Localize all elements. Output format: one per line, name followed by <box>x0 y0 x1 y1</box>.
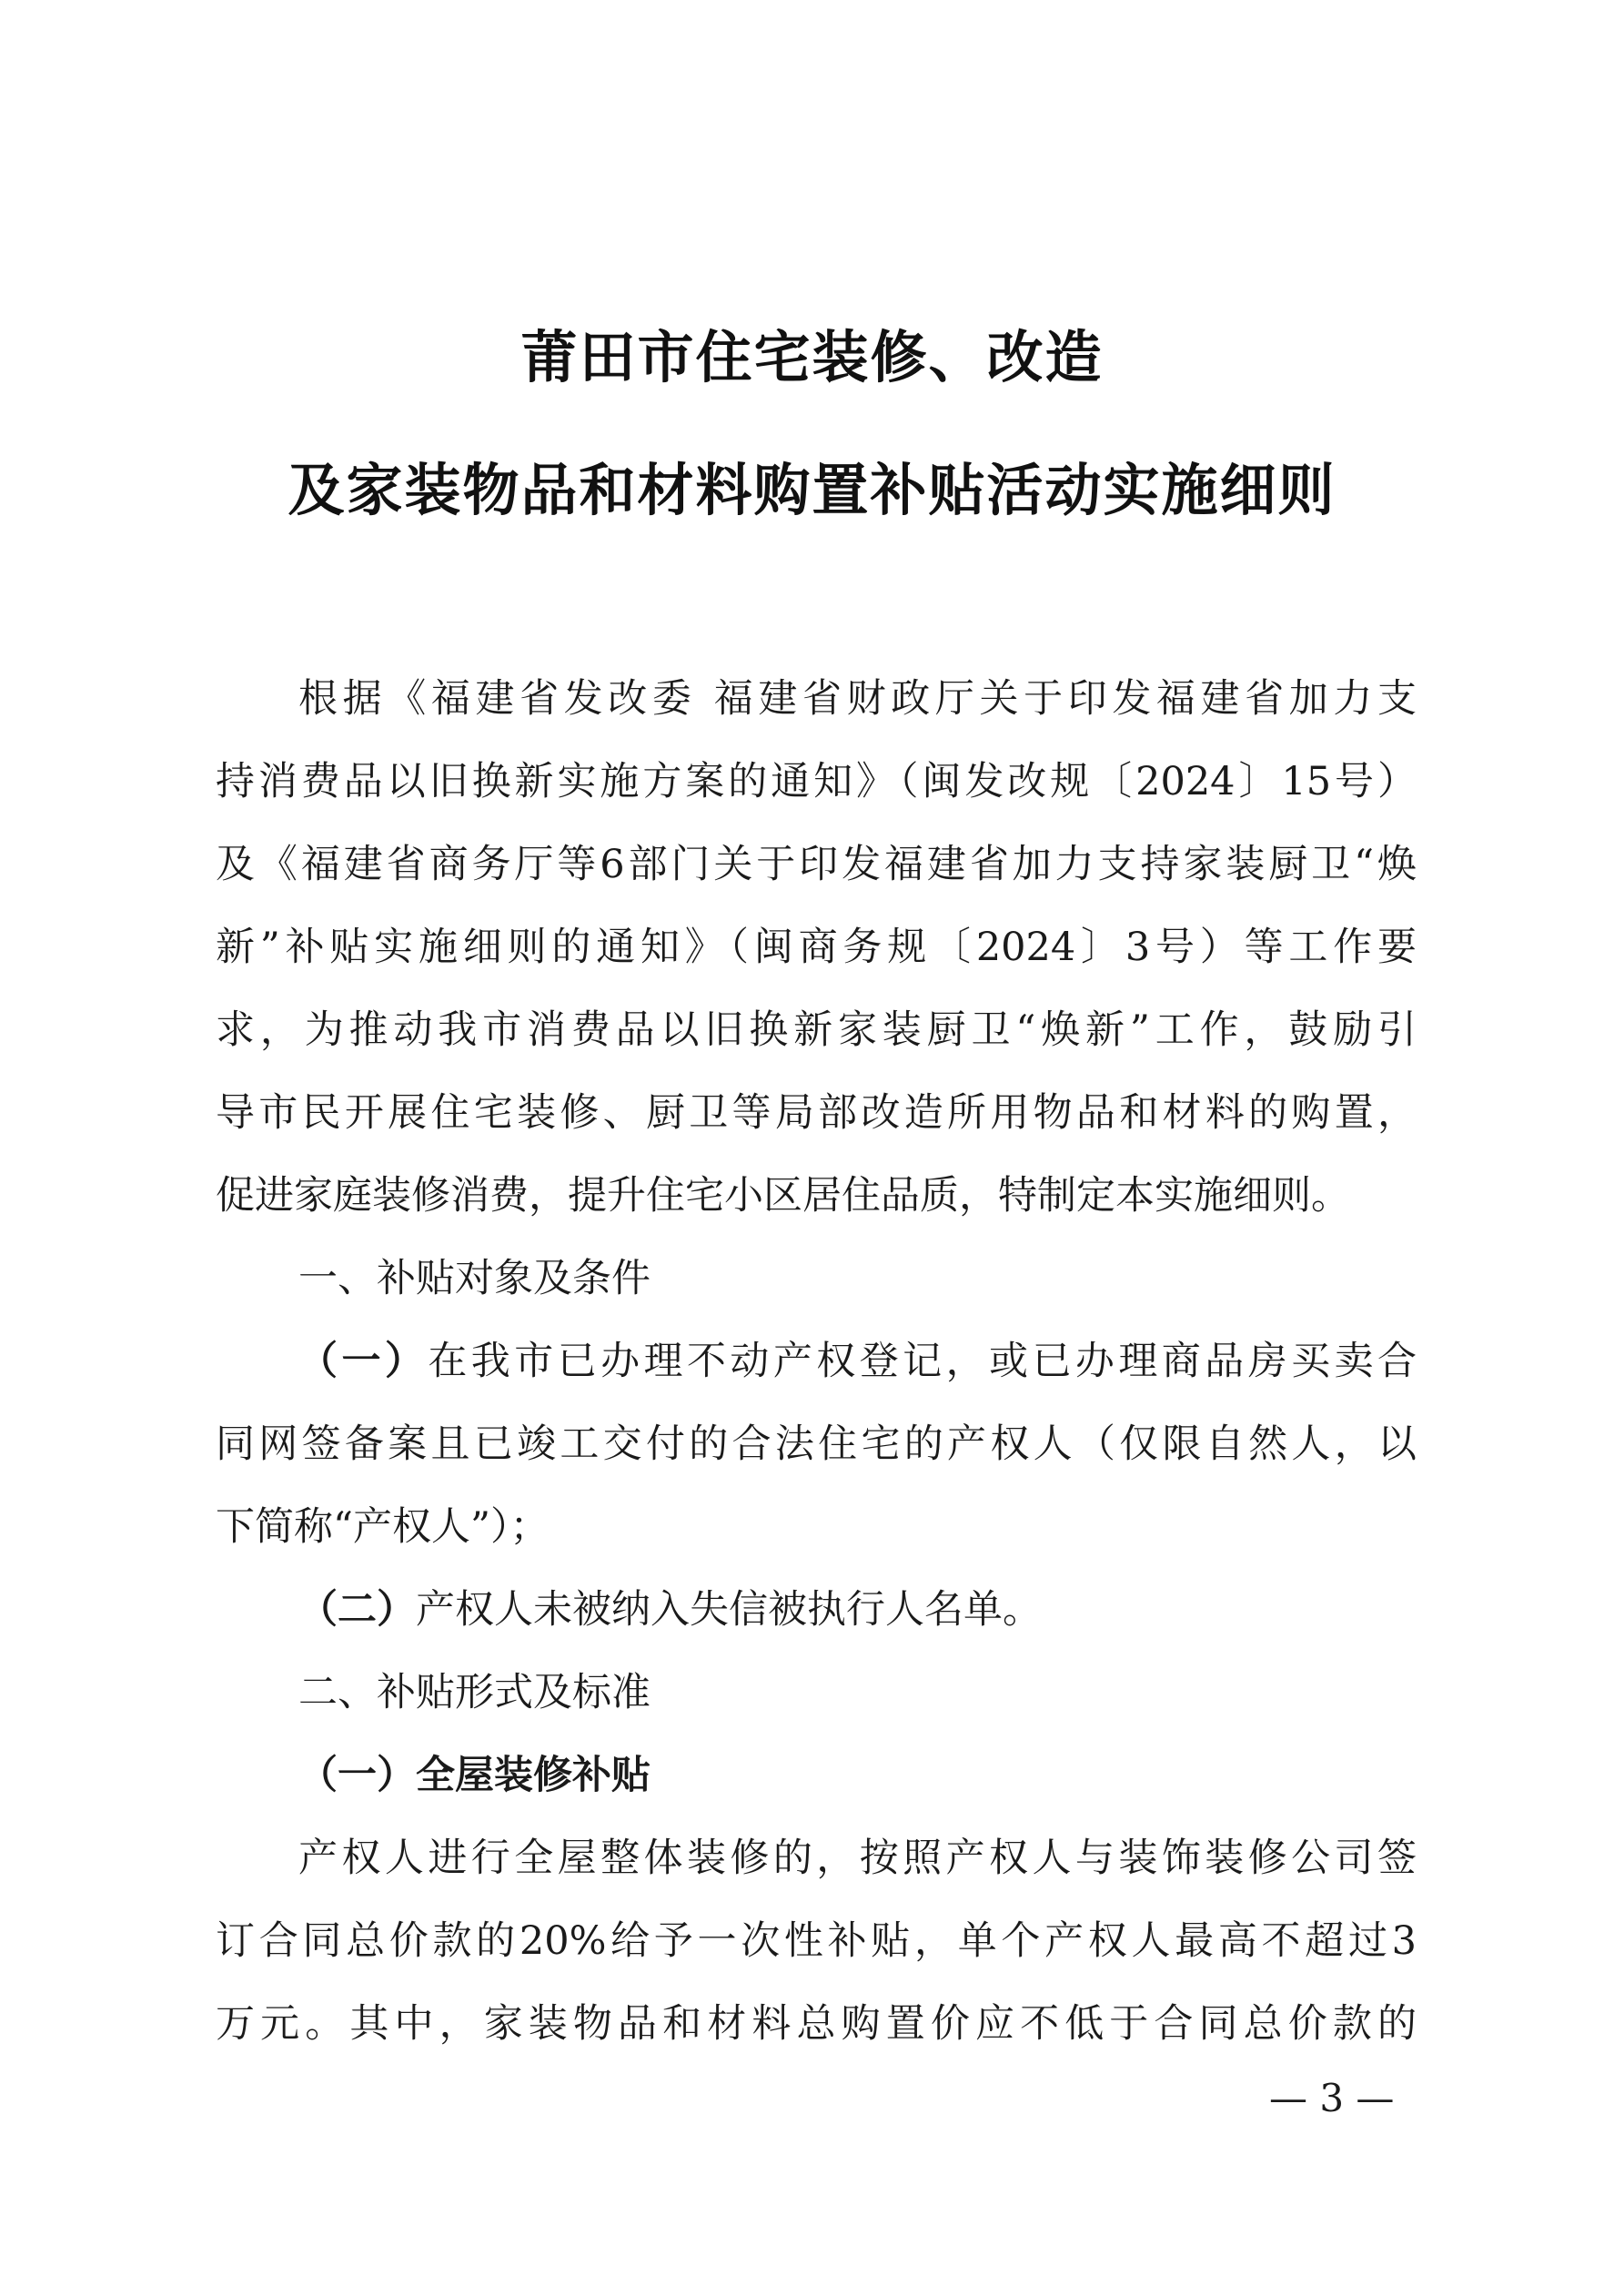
intro-line: 及《福建省商务厅等6部门关于印发福建省加力支持家装厨卫“焕 <box>216 842 1417 887</box>
section2-sub1-line: 万元。其中，家装物品和材料总购置价应不低于合同总价款的 <box>216 2001 1417 2047</box>
section-heading: 一、补贴对象及条件 <box>298 1256 651 1301</box>
section2-sub1-line: 产权人进行全屋整体装修的，按照产权人与装饰装修公司签 <box>298 1836 1417 1881</box>
item-text: 产权人未被纳入失信被执行人名单。 <box>416 1587 1042 1633</box>
item-label: （二） <box>298 1587 416 1633</box>
intro-line: 促进家庭装修消费，提升住宅小区居住品质，特制定本实施细则。 <box>216 1173 1350 1219</box>
section2-sub1-line: 订合同总价款的20%给予一次性补贴，单个产权人最高不超过3 <box>216 1918 1417 1964</box>
document-title-line-2: 及家装物品和材料购置补贴活动实施细则 <box>287 457 1337 523</box>
page-number: — 3 — <box>1269 2076 1395 2120</box>
intro-line: 导市民开展住宅装修、厨卫等局部改造所用物品和材料的购置， <box>216 1090 1417 1136</box>
section1-item1-line: 同网签备案且已竣工交付的合法住宅的产权人（仅限自然人，以 <box>216 1421 1417 1467</box>
intro-line: 求，为推动我市消费品以旧换新家装厨卫“焕新”工作，鼓励引 <box>216 1007 1417 1053</box>
section1-item1-line: 下简称“产权人”）； <box>216 1504 550 1550</box>
intro-line: 新”补贴实施细则的通知》（闽商务规〔2024〕3号）等工作要 <box>216 925 1417 970</box>
section1-item1-line <box>298 1340 1417 1382</box>
item-label: （一） <box>298 1339 429 1384</box>
intro-line: 持消费品以旧换新实施方案的通知》（闽发改规〔2024〕15号） <box>216 759 1417 804</box>
intro-line: 根据《福建省发改委 福建省财政厅关于印发福建省加力支 <box>298 676 1417 722</box>
document-title-line-1: 莆田市住宅装修、改造 <box>520 324 1104 390</box>
section-heading: 二、补贴形式及标准 <box>298 1670 651 1715</box>
item-text: 在我市已办理不动产权登记，或已办理商品房买卖合 <box>428 1339 1417 1384</box>
subsection-heading: （一）全屋装修补贴 <box>298 1753 651 1798</box>
section1-item2-line <box>298 1589 1417 1631</box>
